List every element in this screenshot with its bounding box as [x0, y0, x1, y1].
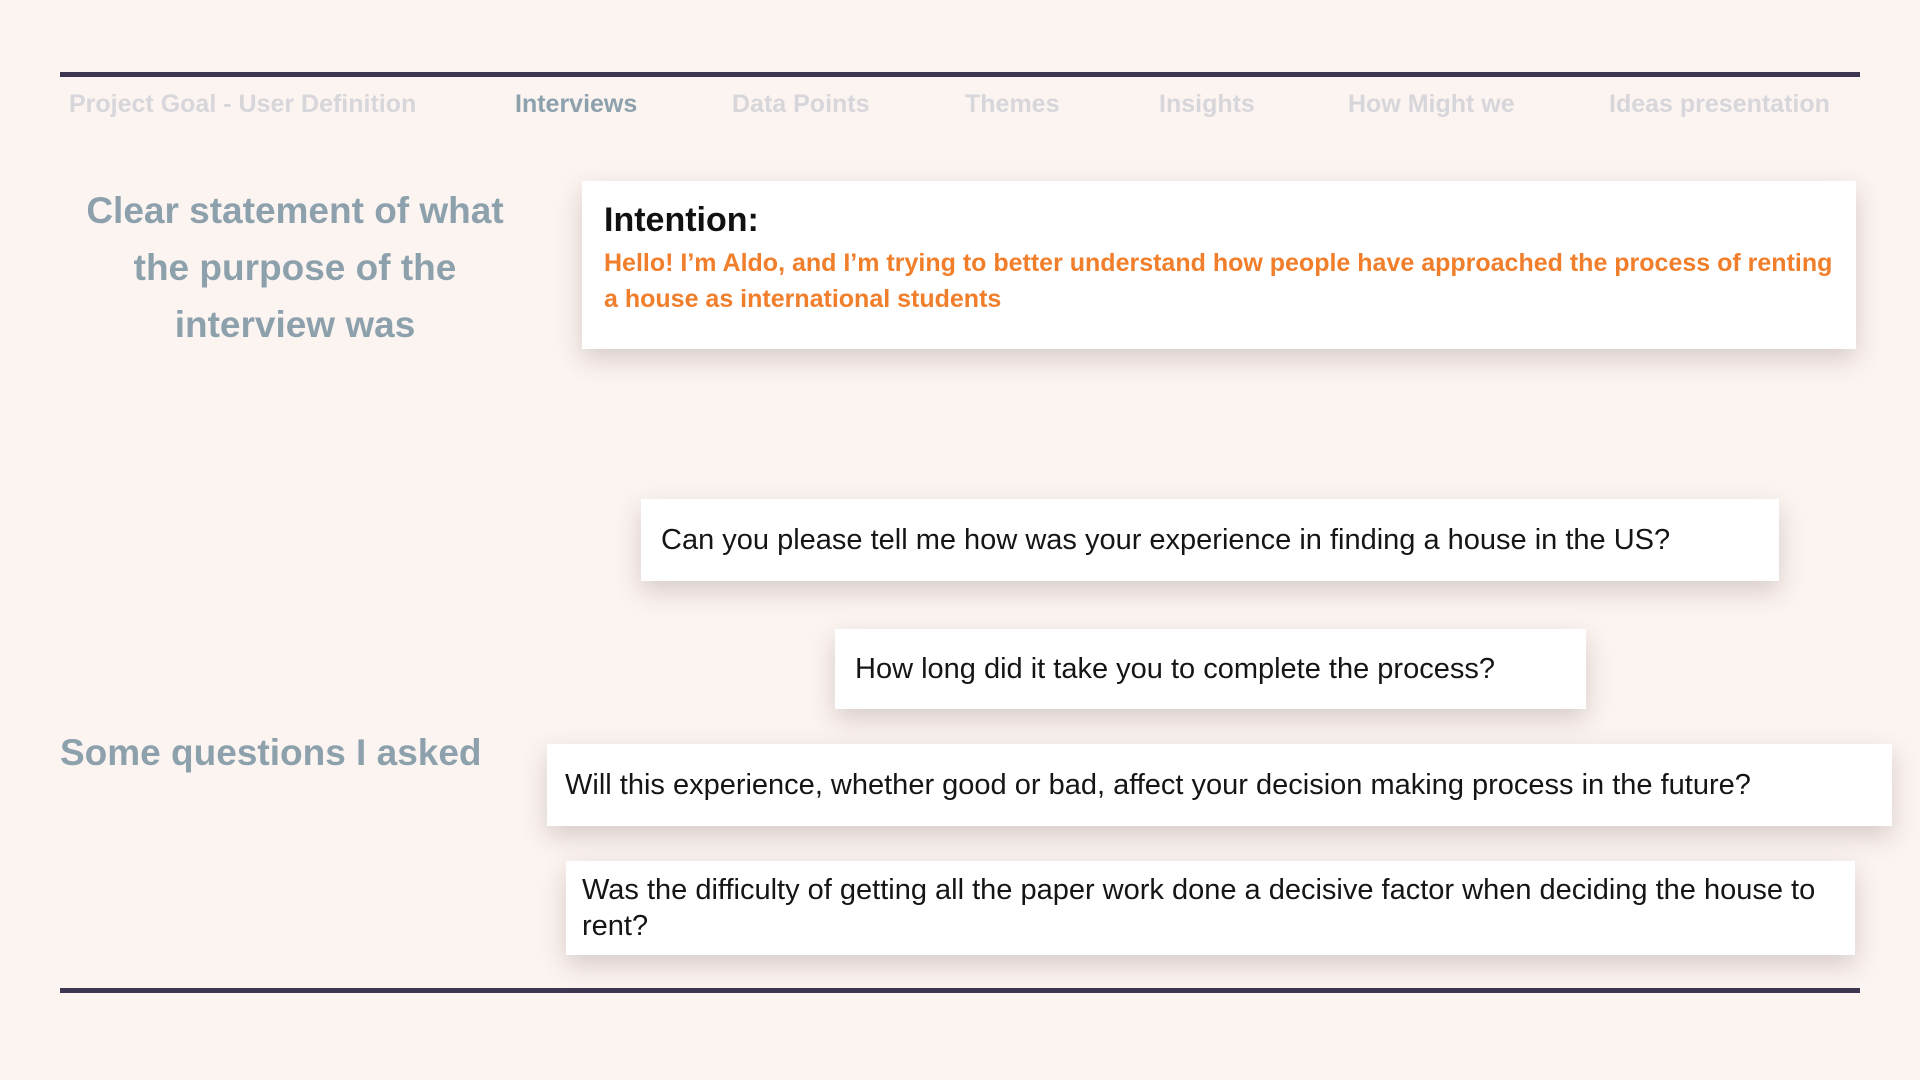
nav-item-insights[interactable]: Insights	[1159, 90, 1255, 118]
question-card	[566, 861, 1855, 955]
question-text: Will this experience, whether good or bad, affect your decision making process in the future?	[565, 769, 1751, 801]
section-nav	[60, 90, 1860, 122]
nav-item-interviews[interactable]: Interviews	[515, 90, 638, 118]
nav-item-how-might-we[interactable]: How Might we	[1348, 90, 1515, 118]
nav-item-project-goal[interactable]: Project Goal - User Definition	[69, 90, 417, 118]
question-card	[835, 629, 1586, 709]
intention-title: Intention:	[604, 201, 759, 239]
questions-heading: Some questions I asked	[60, 732, 482, 773]
nav-item-themes[interactable]: Themes	[965, 90, 1060, 118]
intention-text: Hello! I’m Aldo, and I’m trying to better understand how people have approached the process of renting a house as international students	[604, 249, 1833, 313]
intention-card	[582, 181, 1856, 349]
top-divider	[60, 72, 1860, 77]
question-text: Can you please tell me how was your experience in finding a house in the US?	[661, 524, 1671, 556]
question-text: Was the difficulty of getting all the paper work done a decisive factor when deciding the house to rent?	[582, 874, 1816, 942]
question-card	[547, 744, 1892, 826]
nav-item-data-points[interactable]: Data Points	[732, 90, 870, 118]
bottom-divider	[60, 988, 1860, 993]
question-text: How long did it take you to complete the process?	[855, 653, 1495, 685]
purpose-heading: Clear statement of what the purpose of the interview was	[86, 190, 504, 345]
nav-item-ideas-presentation[interactable]: Ideas presentation	[1609, 90, 1830, 118]
question-card	[641, 499, 1779, 581]
